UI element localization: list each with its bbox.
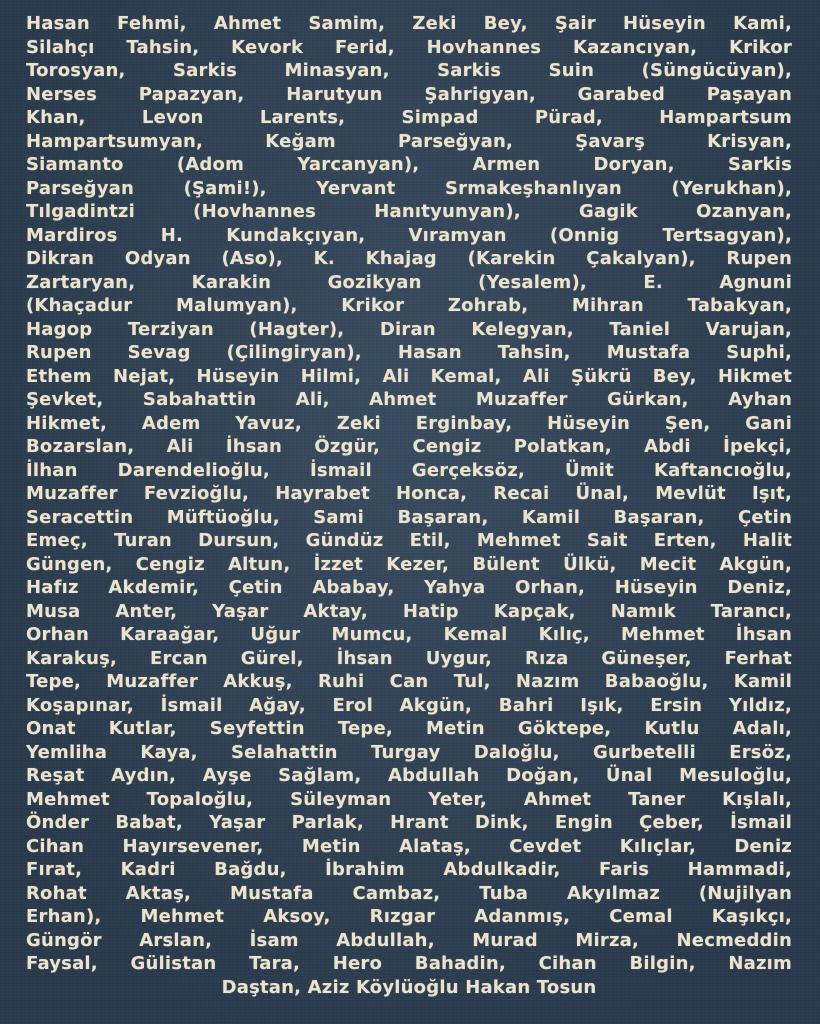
names-line: Ethem Nejat, Hüseyin Hilmi, Ali Kemal, Ali Şükrü Bey, Hikmet [26, 365, 792, 387]
names-line: Cihan Hayırsevener, Metin Alataş, Cevdet Kılıçlar, Deniz [26, 835, 792, 857]
names-line: Hafız Akdemir, Çetin Ababay, Yahya Orhan, Hüseyin Deniz, [26, 577, 792, 598]
names-line: (Khaçadur Malumyan), Krikor Zohrab, Mihran Tabakyan, [26, 295, 792, 316]
names-line: Hagop Terziyan (Hagter), Diran Kelegyan, Taniel Varujan, [26, 318, 792, 340]
names-line: Silahçı Tahsin, Kevork Ferid, Hovhannes Kazancıyan, Krikor [26, 36, 792, 58]
names-line: Rupen Sevag (Çilingiryan), Hasan Tahsin, Mustafa Suphi, [26, 342, 792, 363]
names-line: Güngör Arslan, İsam Abdullah, Murad Mirza, Necmeddin [26, 929, 792, 951]
names-line: Hampartsumyan, Keğam Parseğyan, Şavarş Krisyan, [26, 130, 792, 152]
names-line: Şevket, Sabahattin Ali, Ahmet Muzaffer Gürkan, Ayhan [26, 389, 792, 410]
names-line: Reşat Aydın, Ayşe Sağlam, Abdullah Doğan, Ünal Mesuloğlu, [26, 765, 792, 786]
names-line: Karakuş, Ercan Gürel, İhsan Uygur, Rıza Güneşer, Ferhat [26, 647, 792, 669]
names-line: Mehmet Topaloğlu, Süleyman Yeter, Ahmet Taner Kışlalı, [26, 788, 792, 810]
names-line: Musa Anter, Yaşar Aktay, Hatip Kapçak, Namık Tarancı, [26, 600, 792, 622]
names-line: Tepe, Muzaffer Akkuş, Ruhi Can Tul, Nazım Babaoğlu, Kamil [26, 671, 792, 692]
names-line-last: Daştan, Aziz Köylüoğlu Hakan Tosun [221, 976, 597, 998]
names-line: Muzaffer Fevzioğlu, Hayrabet Honca, Recai Ünal, Mevlüt Işıt, [26, 483, 792, 504]
names-line: Faysal, Gülistan Tara, Hero Bahadin, Cihan Bilgin, Nazım [26, 953, 792, 974]
names-line: Bozarslan, Ali İhsan Özgür, Cengiz Polatkan, Abdi İpekçi, [26, 436, 792, 457]
names-line: Onat Kutlar, Seyfettin Tepe, Metin Göktepe, Kutlu Adalı, [26, 718, 792, 739]
names-line: Önder Babat, Yaşar Parlak, Hrant Dink, Engin Çeber, İsmail [26, 812, 792, 833]
names-line: Güngen, Cengiz Altun, İzzet Kezer, Bülent Ülkü, Mecit Akgün, [26, 553, 792, 575]
names-line: Nerses Papazyan, Harutyun Şahrigyan, Garabed Paşayan [26, 83, 792, 105]
names-line: Koşapınar, İsmail Ağay, Erol Akgün, Bahri Işık, Ersin Yıldız, [26, 694, 792, 716]
names-line: Emeç, Turan Dursun, Gündüz Etil, Mehmet Sait Erten, Halit [26, 530, 792, 551]
names-line: Torosyan, Sarkis Minasyan, Sarkis Suin (Süngücüyan), [26, 60, 792, 81]
names-list [26, 12, 792, 999]
names-line: İlhan Darendelioğlu, İsmail Gerçeksöz, Ümit Kaftancıoğlu, [26, 459, 792, 481]
names-line: Hasan Fehmi, Ahmet Samim, Zeki Bey, Şair Hüseyin Kami, [26, 13, 792, 34]
names-line: Seracettin Müftüoğlu, Sami Başaran, Kamil Başaran, Çetin [26, 506, 792, 528]
names-line: Fırat, Kadri Bağdu, İbrahim Abdulkadir, Faris Hammadi, [26, 859, 792, 880]
names-line: Dikran Odyan (Aso), K. Khajag (Karekin Çakalyan), Rupen [26, 248, 792, 269]
names-line: Erhan), Mehmet Aksoy, Rızgar Adanmış, Cemal Kaşıkçı, [26, 906, 792, 927]
names-line: Khan, Levon Larents, Simpad Pürad, Hampartsum [26, 107, 792, 128]
names-line: Tılgadintzi (Hovhannes Hanıtyunyan), Gagik Ozanyan, [26, 201, 792, 222]
names-line: Siamanto (Adom Yarcanyan), Armen Doryan, Sarkis [26, 154, 792, 175]
names-line: Zartaryan, Karakin Gozikyan (Yesalem), E. Agnuni [26, 271, 792, 293]
names-line: Hikmet, Adem Yavuz, Zeki Erginbay, Hüseyin Şen, Gani [26, 412, 792, 434]
names-line: Yemliha Kaya, Selahattin Turgay Daloğlu, Gurbetelli Ersöz, [26, 741, 792, 763]
names-line: Mardiros H. Kundakçıyan, Vıramyan (Onnig Tertsagyan), [26, 224, 792, 246]
names-line: Rohat Aktaş, Mustafa Cambaz, Tuba Akyılmaz (Nujilyan [26, 882, 792, 904]
names-line: Orhan Karaağar, Uğur Mumcu, Kemal Kılıç, Mehmet İhsan [26, 624, 792, 645]
names-line: Parseğyan (Şami!), Yervant Srmakeşhanlıyan (Yerukhan), [26, 177, 792, 199]
